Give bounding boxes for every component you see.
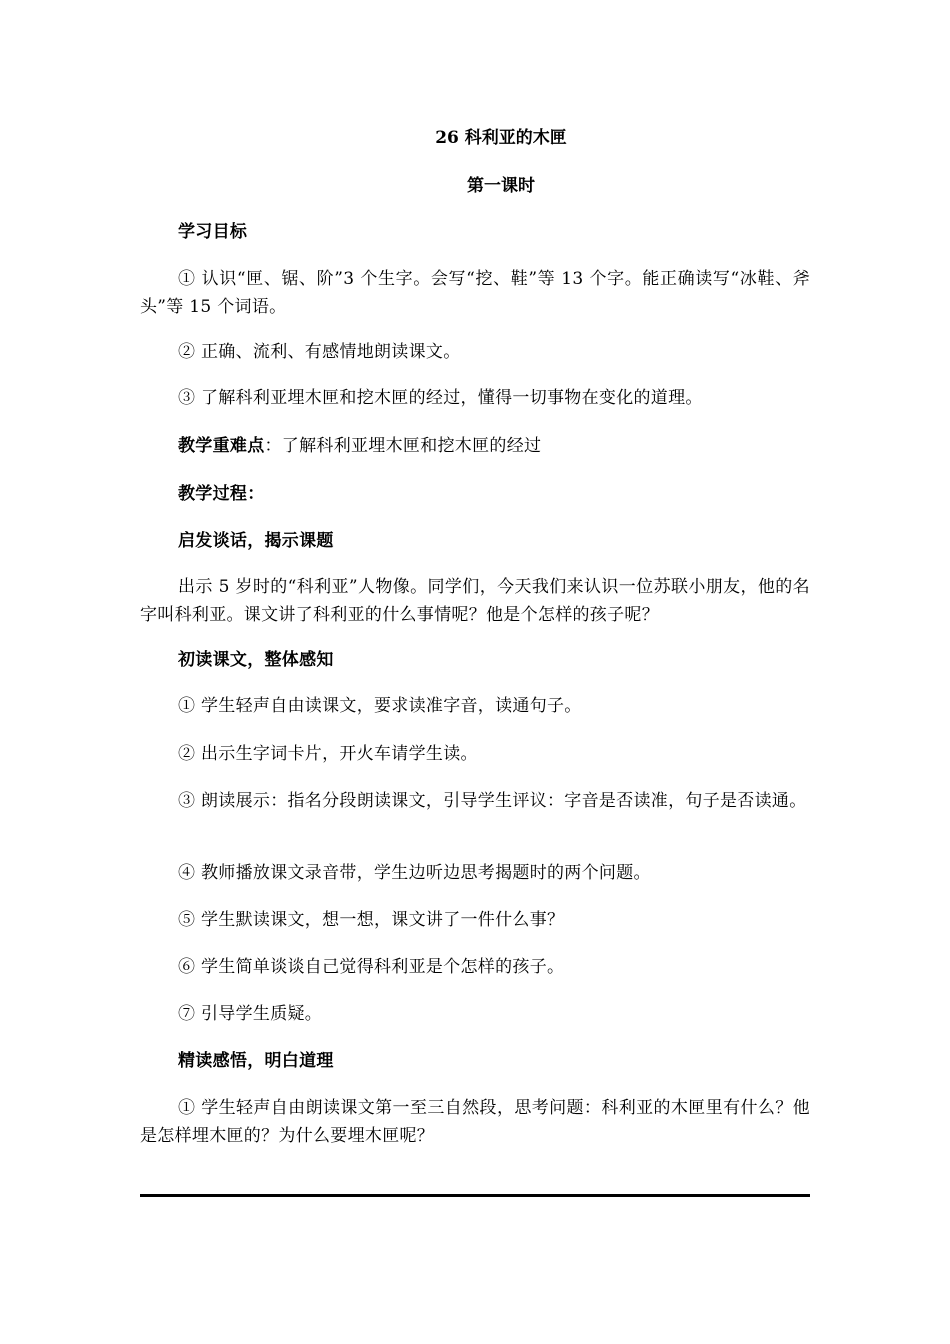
objectives-heading: 学习目标 [178,222,248,242]
section-heading: 初读课文，整体感知 [178,650,334,670]
footer-divider [140,1194,810,1197]
list-item: ① 学生轻声自由读课文，要求读准字音，读通句子。 [178,696,582,716]
key-points-label: 教学重难点 [178,436,265,456]
list-item: ④ 教师播放课文录音带，学生边听边思考揭题时的两个问题。 [178,863,651,883]
key-points-text: ：了解科利亚埋木匣和挖木匣的经过 [264,436,542,456]
section-paragraph: 出示 5 岁时的“科利亚”人物像。同学们，今天我们来认识一位苏联小朋友，他的名字叫科利亚。课文讲了科利亚的什么事情呢？他是个怎样的孩子呢？ [140,577,810,625]
key-points [140,432,810,460]
process-heading: 教学过程： [178,484,265,504]
list-item: ⑦ 引导学生质疑。 [178,1004,323,1024]
objective-item: ① 认识“匣、锯、阶”3 个生字。会写“挖、鞋”等 13 个字。能正确读写“冰鞋、斧头”等 15 个词语。 [140,269,810,317]
objective-item: ② 正确、流利、有感情地朗读课文。 [178,342,461,362]
document-title: 26 科利亚的木匣 [435,128,567,148]
list-item: ② 出示生字词卡片，开火车请学生读。 [178,744,478,764]
section-heading: 精读感悟，明白道理 [178,1051,334,1071]
objective-item: ③ 了解科利亚埋木匣和挖木匣的经过，懂得一切事物在变化的道理。 [178,388,703,408]
section-heading: 启发谈话，揭示课题 [178,531,334,551]
list-item: ③ 朗读展示：指名分段朗读课文，引导学生评议：字音是否读准，句子是否读通。 [178,791,807,811]
list-item: ⑥ 学生简单谈谈自己觉得科利亚是个怎样的孩子。 [178,957,565,977]
document-subtitle: 第一课时 [467,176,535,196]
list-item: ① 学生轻声自由朗读课文第一至三自然段，思考问题：科利亚的木匣里有什么？他是怎样埋木匣的？为什么要埋木匣呢？ [140,1098,810,1146]
list-item: ⑤ 学生默读课文，想一想，课文讲了一件什么事？ [178,910,565,930]
